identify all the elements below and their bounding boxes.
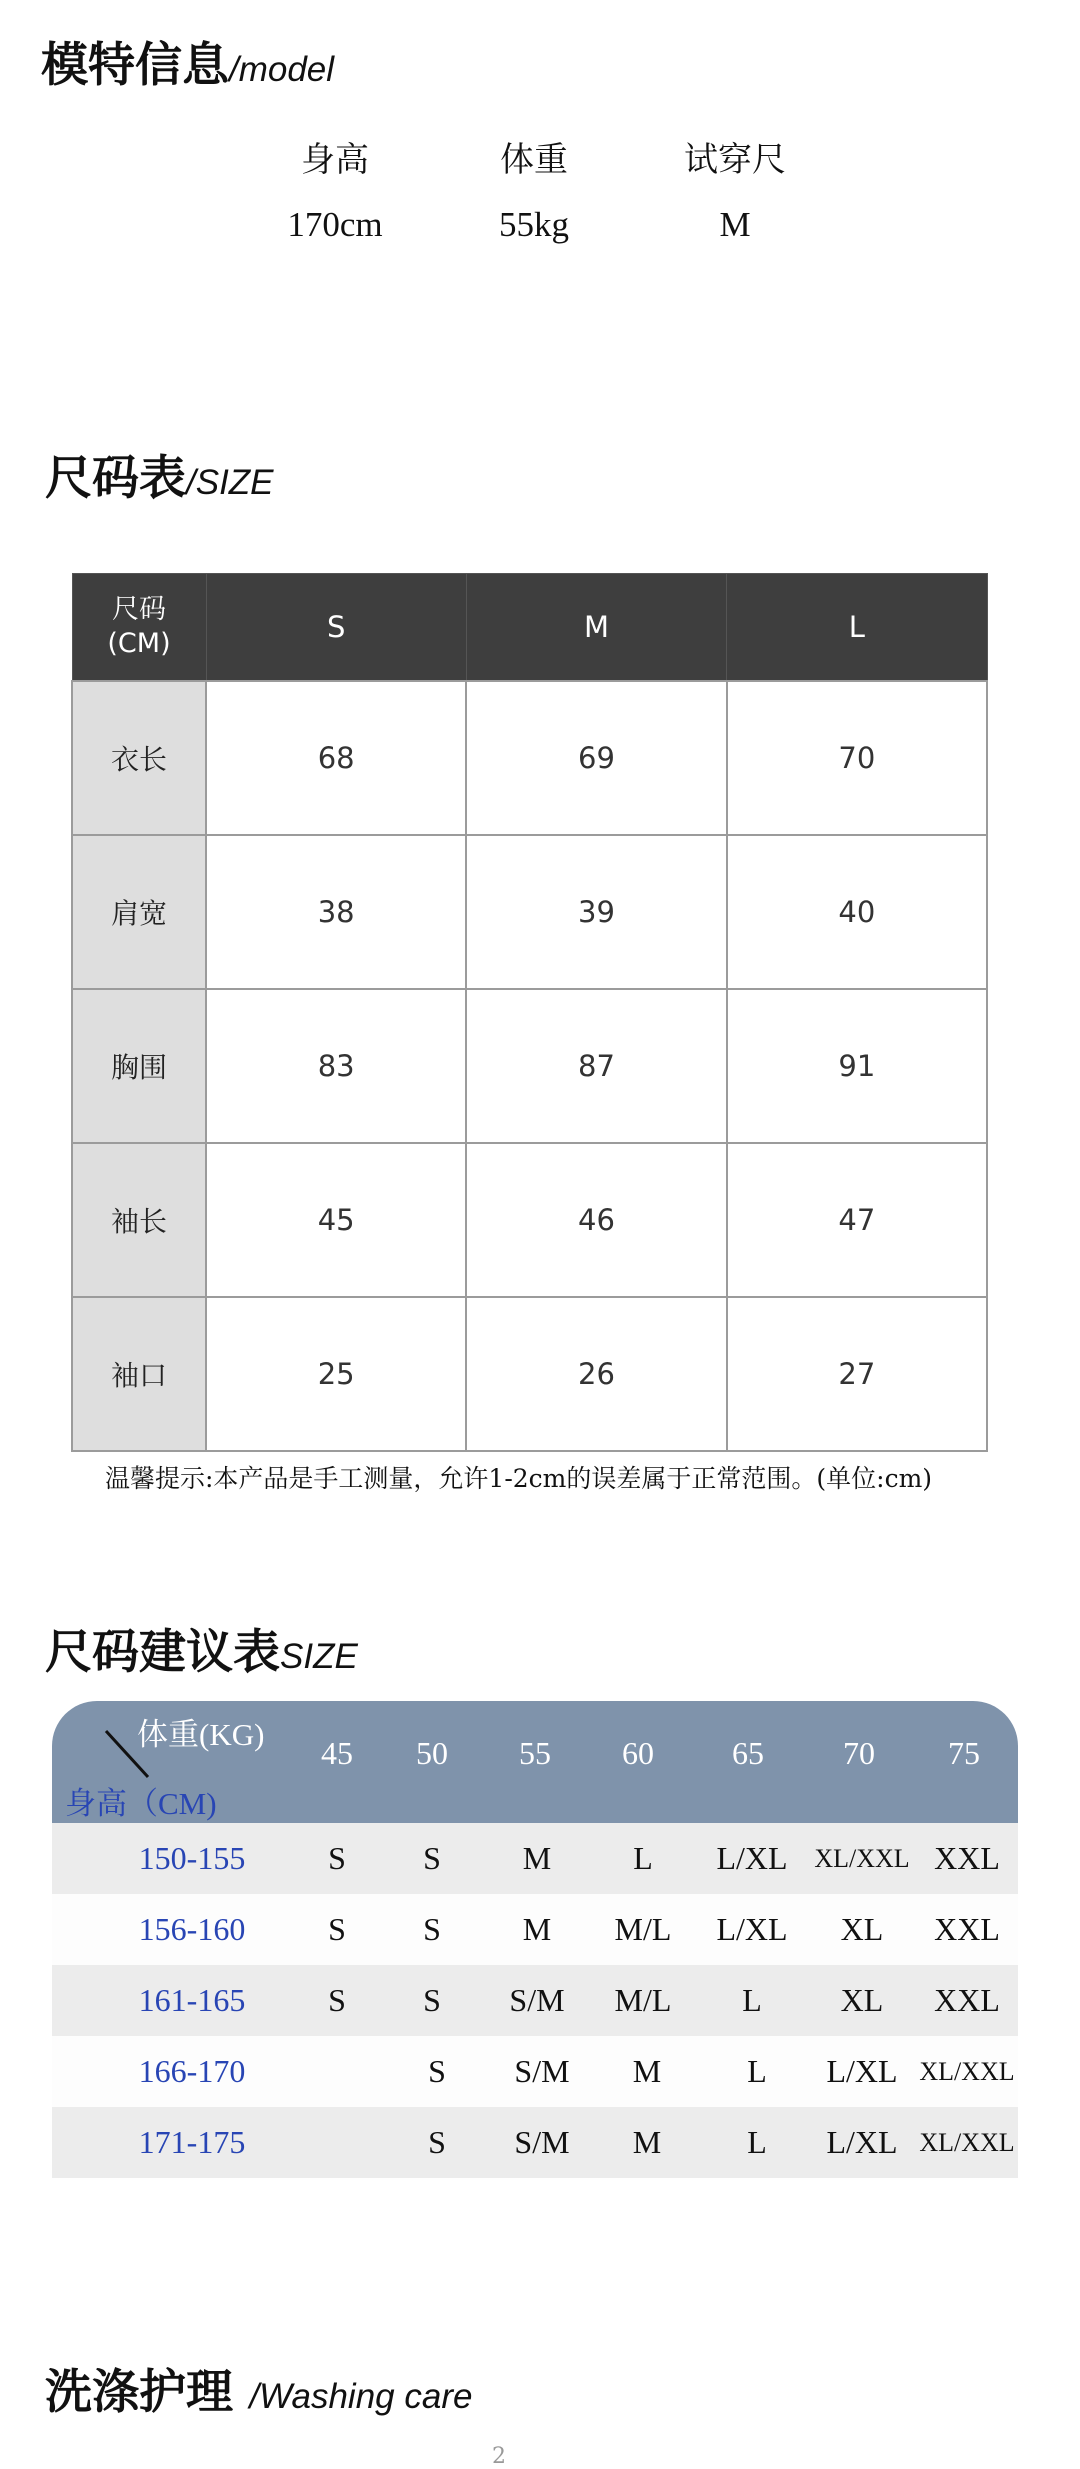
weight-col-60: 60 xyxy=(622,1735,654,1771)
table-cell: XXL xyxy=(934,1982,1000,2018)
table-cell: XL xyxy=(840,1911,884,1947)
table-cell: S/M xyxy=(509,1982,565,2018)
recommend-section-title xyxy=(45,1615,358,1682)
table-cell xyxy=(297,2036,377,2107)
table-cell: S xyxy=(328,1911,346,1947)
recommend-title-cn: 尺码建议表 xyxy=(45,1625,280,1680)
recommend-table-header xyxy=(52,1701,1018,1823)
model-section-title xyxy=(41,28,334,95)
recommend-table xyxy=(52,1701,1018,2178)
size-column-l: L xyxy=(727,574,987,682)
weight-axis-label: 体重(KG) xyxy=(137,1717,265,1752)
height-range: 171-175 xyxy=(138,2124,246,2160)
table-cell: L/XL xyxy=(826,2053,898,2089)
table-cell: 70 xyxy=(727,681,987,835)
table-cell: 26 xyxy=(466,1297,726,1451)
size-table-header xyxy=(72,574,987,682)
table-cell: XL xyxy=(840,1982,884,2018)
recommend-title-en: SIZE xyxy=(280,1637,358,1676)
washing-title-cn: 洗涤护理 xyxy=(45,2365,233,2420)
table-cell: M/L xyxy=(614,1911,672,1947)
size-title-en: /SIZE xyxy=(186,463,274,502)
table-cell: S xyxy=(428,2053,446,2089)
table-cell: 91 xyxy=(727,989,987,1143)
table-cell: XL/XXL xyxy=(919,2056,1015,2086)
bottom-mark: 2 xyxy=(492,2444,506,2469)
table-cell: 68 xyxy=(206,681,466,835)
table-cell xyxy=(297,2107,377,2178)
table-cell: 46 xyxy=(466,1143,726,1297)
model-title-en: /model xyxy=(229,50,335,89)
table-cell: S xyxy=(428,2124,446,2160)
size-section-title xyxy=(45,441,274,508)
table-cell: S xyxy=(328,1982,346,2018)
table-cell: S xyxy=(423,1911,441,1947)
table-cell: 83 xyxy=(206,989,466,1143)
table-cell: 45 xyxy=(206,1143,466,1297)
corner-label-cn: 尺码 xyxy=(112,594,166,625)
weight-col-75: 75 xyxy=(948,1735,980,1771)
table-cell: M/L xyxy=(614,1982,672,2018)
table-row xyxy=(72,989,987,1143)
row-label-chest: 胸围 xyxy=(72,989,206,1143)
table-cell: XL/XXL xyxy=(814,1843,910,1873)
table-row xyxy=(52,2036,1018,2107)
row-label-shoulder: 肩宽 xyxy=(72,835,206,989)
row-label-sleeve: 袖长 xyxy=(72,1143,206,1297)
height-range: 150-155 xyxy=(138,1840,246,1876)
weight-col-70: 70 xyxy=(843,1735,875,1771)
table-cell: XL/XXL xyxy=(919,2127,1015,2157)
model-value-size: M xyxy=(719,205,751,244)
table-cell: L/XL xyxy=(826,2124,898,2160)
weight-col-55: 55 xyxy=(519,1735,551,1771)
weight-col-65: 65 xyxy=(732,1735,764,1771)
diagonal-divider-icon xyxy=(104,1729,154,1781)
table-cell: 47 xyxy=(727,1143,987,1297)
height-range: 166-170 xyxy=(138,2053,246,2089)
table-cell: 27 xyxy=(727,1297,987,1451)
table-cell: 39 xyxy=(466,835,726,989)
washing-section-title xyxy=(45,2355,472,2422)
table-cell: 38 xyxy=(206,835,466,989)
model-header-size: 试穿尺 xyxy=(684,140,786,180)
size-title-cn: 尺码表 xyxy=(45,451,186,506)
table-cell: L xyxy=(742,1982,762,2018)
size-column-m: M xyxy=(466,574,726,682)
table-cell: S/M xyxy=(514,2124,570,2160)
table-cell: M xyxy=(522,1911,552,1947)
table-cell: 69 xyxy=(466,681,726,835)
table-cell: S xyxy=(423,1840,441,1876)
table-cell: S xyxy=(328,1840,346,1876)
height-range: 156-160 xyxy=(138,1911,246,1947)
table-cell: XXL xyxy=(934,1911,1000,1947)
model-value-weight: 55kg xyxy=(499,205,569,244)
weight-col-50: 50 xyxy=(416,1735,448,1771)
table-cell: L xyxy=(747,2124,767,2160)
table-row xyxy=(52,1823,1018,1894)
table-row xyxy=(52,1894,1018,1965)
size-note: 温馨提示:本产品是手工测量，允许1-2cm的误差属于正常范围。(单位:cm) xyxy=(105,1464,933,1493)
row-label-length: 衣长 xyxy=(72,681,206,835)
model-title-cn: 模特信息 xyxy=(41,38,229,93)
row-label-cuff: 袖口 xyxy=(72,1297,206,1451)
table-cell: L/XL xyxy=(716,1840,788,1876)
table-cell: XXL xyxy=(934,1840,1000,1876)
table-cell: L xyxy=(747,2053,767,2089)
table-cell: 40 xyxy=(727,835,987,989)
size-table xyxy=(71,573,988,1452)
model-header-weight: 体重 xyxy=(500,140,568,180)
size-table-corner xyxy=(72,574,206,682)
table-cell: S xyxy=(423,1982,441,2018)
table-row xyxy=(72,835,987,989)
size-column-s: S xyxy=(206,574,466,682)
table-cell: 87 xyxy=(466,989,726,1143)
table-row xyxy=(72,1297,987,1451)
corner-label-unit: (CM) xyxy=(107,628,171,659)
table-cell: L/XL xyxy=(716,1911,788,1947)
height-range: 161-165 xyxy=(138,1982,246,2018)
table-cell: L xyxy=(633,1840,653,1876)
table-cell: M xyxy=(522,1840,552,1876)
height-axis-label: 身高（CM) xyxy=(65,1786,217,1821)
washing-title-en: /Washing care xyxy=(249,2377,473,2416)
model-header-height: 身高 xyxy=(301,140,369,180)
table-row xyxy=(52,1965,1018,2036)
table-cell: M xyxy=(632,2124,662,2160)
table-cell: S/M xyxy=(514,2053,570,2089)
table-row xyxy=(72,681,987,835)
model-value-height: 170cm xyxy=(287,205,383,244)
weight-col-45: 45 xyxy=(321,1735,353,1771)
table-row xyxy=(52,2107,1018,2178)
table-cell: 25 xyxy=(206,1297,466,1451)
table-row xyxy=(72,1143,987,1297)
table-cell: M xyxy=(632,2053,662,2089)
